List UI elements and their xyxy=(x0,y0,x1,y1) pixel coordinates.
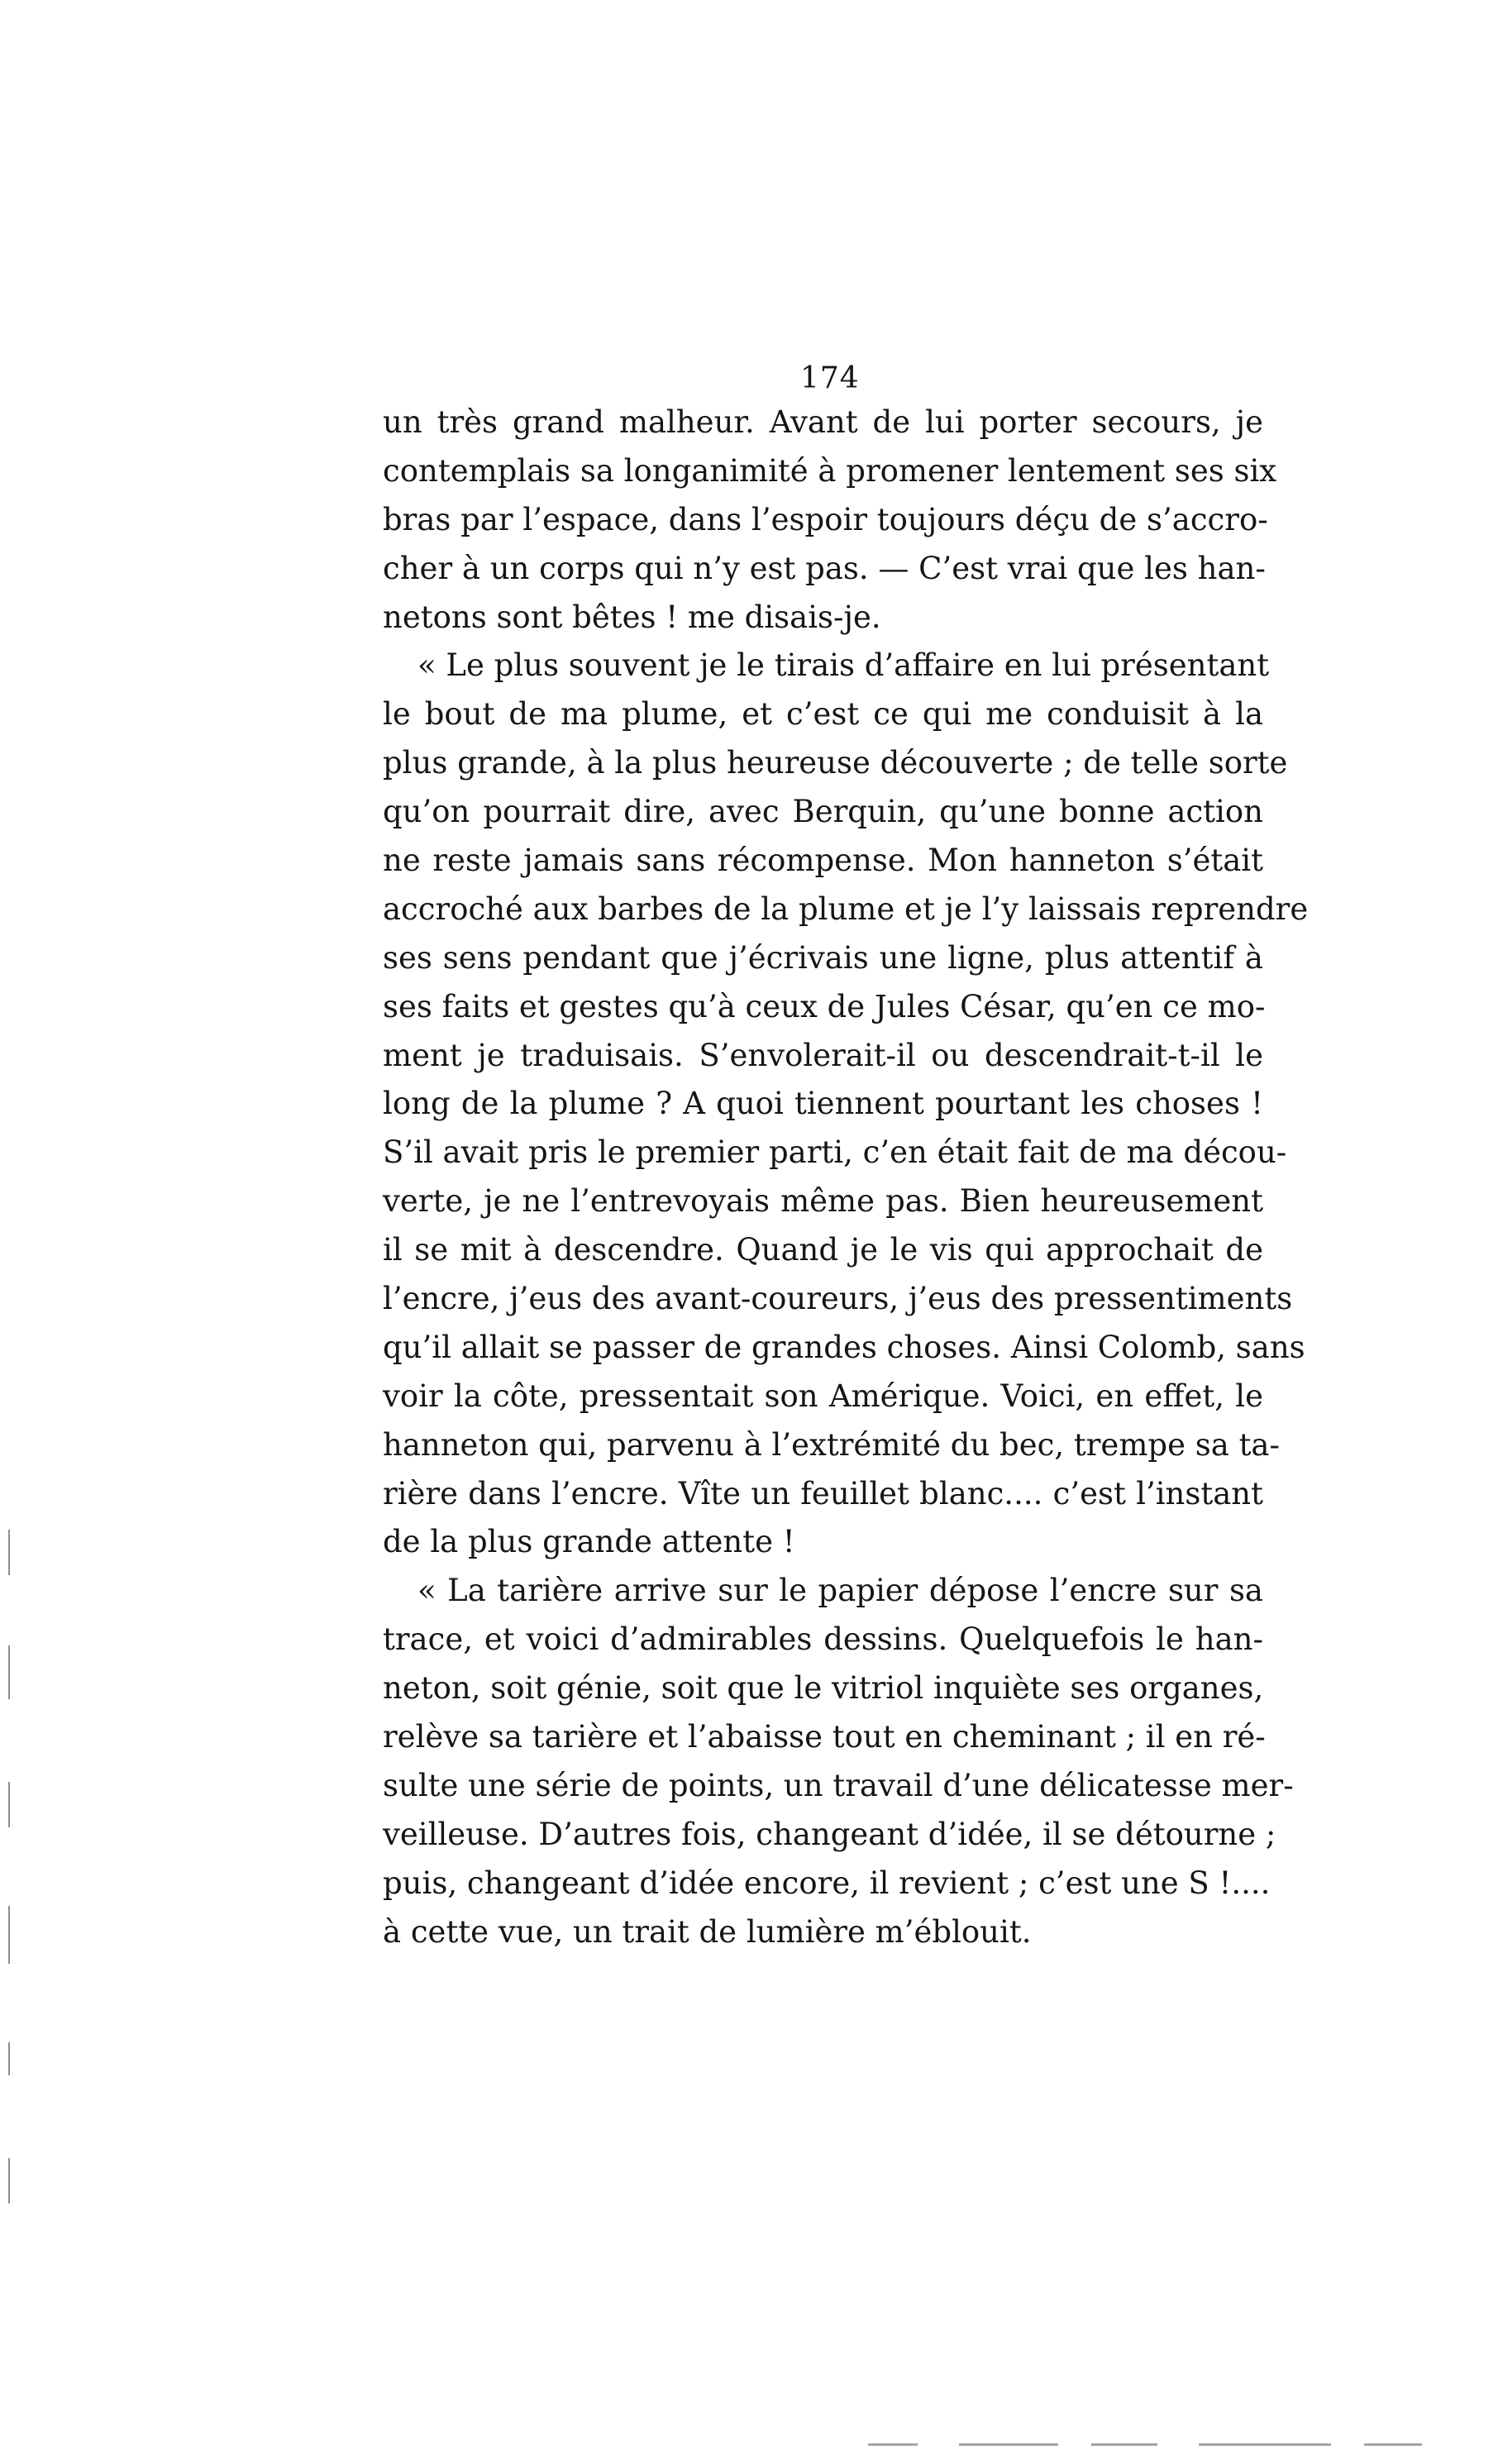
text-line: bras par l’espace, dans l’espoir toujours déçu de s’accro- xyxy=(383,501,1268,537)
text-line: il se mit à descendre. Quand je le vis qui approchait de xyxy=(383,1232,1263,1268)
paragraph-start-line: « Le plus souvent je le tirais d’affaire en lui présentant xyxy=(417,647,1270,684)
scan-mark xyxy=(8,1645,10,1699)
text-line: contemplais sa longanimité à promener lentement ses six xyxy=(383,452,1277,489)
text-line: ses sens pendant que j’écrivais une ligne, plus attentif à xyxy=(383,939,1263,976)
text-line: ne reste jamais sans récompense. Mon hanneton s’était xyxy=(383,843,1263,879)
scan-mark xyxy=(1091,2443,1157,2446)
text-line: long de la plume ? A quoi tiennent pourtant les choses ! xyxy=(383,1086,1263,1122)
text-line: voir la côte, pressentait son Amérique. Voici, en effet, le xyxy=(383,1378,1263,1414)
text-line: le bout de ma plume, et c’est ce qui me conduisit à la xyxy=(383,696,1263,733)
scan-mark xyxy=(8,1906,10,1964)
scan-mark xyxy=(1364,2443,1422,2446)
scan-mark xyxy=(8,2158,10,2204)
text-line: plus grande, à la plus heureuse découverte ; de telle sorte xyxy=(383,745,1288,781)
scan-mark xyxy=(8,2042,10,2075)
text-line: S’il avait pris le premier parti, c’en était fait de ma décou- xyxy=(383,1134,1287,1171)
text-line: à cette vue, un trait de lumière m’éblouit. xyxy=(383,1913,1032,1950)
scan-mark xyxy=(1199,2443,1331,2446)
text-line: cher à un corps qui n’y est pas. — C’est vrai que les han- xyxy=(383,550,1266,586)
scan-mark xyxy=(868,2443,918,2446)
text-line: verte, je ne l’entrevoyais même pas. Bien heureusement xyxy=(383,1183,1263,1220)
page-text-block xyxy=(383,399,1309,1957)
left-edge-scan-marks xyxy=(8,1530,17,2274)
bottom-edge-scan-marks xyxy=(868,2443,1447,2448)
text-line: accroché aux barbes de la plume et je l’y laissais reprendre xyxy=(383,891,1309,927)
text-line: sulte une série de points, un travail d’une délicatesse mer- xyxy=(383,1767,1294,1803)
text-line: l’encre, j’eus des avant-coureurs, j’eus des pressentiments xyxy=(383,1281,1293,1317)
scan-mark xyxy=(8,1530,10,1575)
text-line: hanneton qui, parvenu à l’extrémité du bec, trempe sa ta- xyxy=(383,1426,1280,1463)
scan-mark xyxy=(8,1782,10,1827)
text-line: qu’il allait se passer de grandes choses. Ainsi Colomb, sans xyxy=(383,1329,1305,1365)
paragraph-start-line: « La tarière arrive sur le papier dépose l’encre sur sa xyxy=(417,1573,1263,1609)
page-number: 174 xyxy=(800,361,860,395)
text-line: ses faits et gestes qu’à ceux de Jules César, qu’en ce mo- xyxy=(383,988,1266,1024)
text-line: veilleuse. D’autres fois, changeant d’idée, il se détourne ; xyxy=(383,1816,1276,1852)
text-line: de la plus grande attente ! xyxy=(383,1524,795,1560)
text-line: ment je traduisais. S’envolerait-il ou descendrait-t-il le xyxy=(383,1037,1263,1073)
text-line: relève sa tarière et l’abaisse tout en cheminant ; il en ré- xyxy=(383,1719,1266,1755)
text-line: un très grand malheur. Avant de lui porter secours, je xyxy=(383,404,1263,440)
text-line: trace, et voici d’admirables dessins. Quelquefois le han- xyxy=(383,1621,1263,1658)
text-line: netons sont bêtes ! me disais-je. xyxy=(383,599,881,635)
text-line: rière dans l’encre. Vîte un feuillet blanc.... c’est l’instant xyxy=(383,1475,1263,1511)
scan-mark xyxy=(959,2443,1058,2446)
text-line: qu’on pourrait dire, avec Berquin, qu’une bonne action xyxy=(383,794,1263,830)
text-line: neton, soit génie, soit que le vitriol inquiète ses organes, xyxy=(383,1670,1264,1707)
text-line: puis, changeant d’idée encore, il revient ; c’est une S !.... xyxy=(383,1865,1271,1901)
